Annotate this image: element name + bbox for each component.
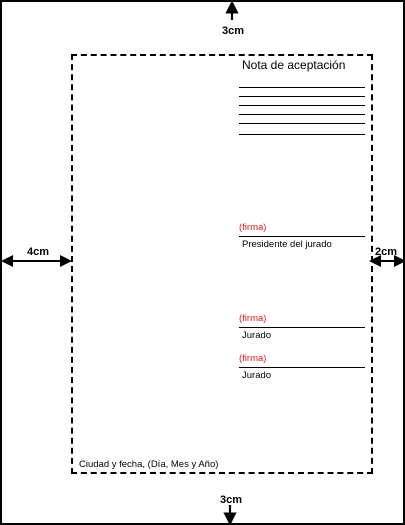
margin-area-dashed — [71, 54, 373, 474]
acceptance-line — [239, 96, 365, 97]
signature-role: Presidente del jurado — [242, 239, 332, 250]
left-margin-label: 4cm — [27, 246, 50, 258]
acceptance-line — [239, 134, 365, 135]
city-date-text: Ciudad y fecha, (Día, Mes y Año) — [79, 459, 219, 470]
top-margin-label: 3cm — [222, 25, 245, 37]
signature-line — [239, 327, 365, 328]
signature-role: Jurado — [242, 370, 272, 381]
acceptance-line — [239, 87, 365, 88]
acceptance-line — [239, 105, 365, 106]
acceptance-title: Nota de aceptación — [242, 58, 346, 72]
signature-mark: (firma) — [239, 222, 267, 233]
acceptance-line — [239, 123, 365, 124]
signature-line — [239, 367, 365, 368]
signature-role: Jurado — [242, 330, 272, 341]
signature-mark: (firma) — [239, 353, 267, 364]
acceptance-line — [239, 114, 365, 115]
signature-line — [239, 236, 365, 237]
right-margin-label: 2cm — [375, 246, 398, 258]
signature-mark: (firma) — [239, 313, 267, 324]
bottom-margin-label: 3cm — [220, 494, 243, 506]
